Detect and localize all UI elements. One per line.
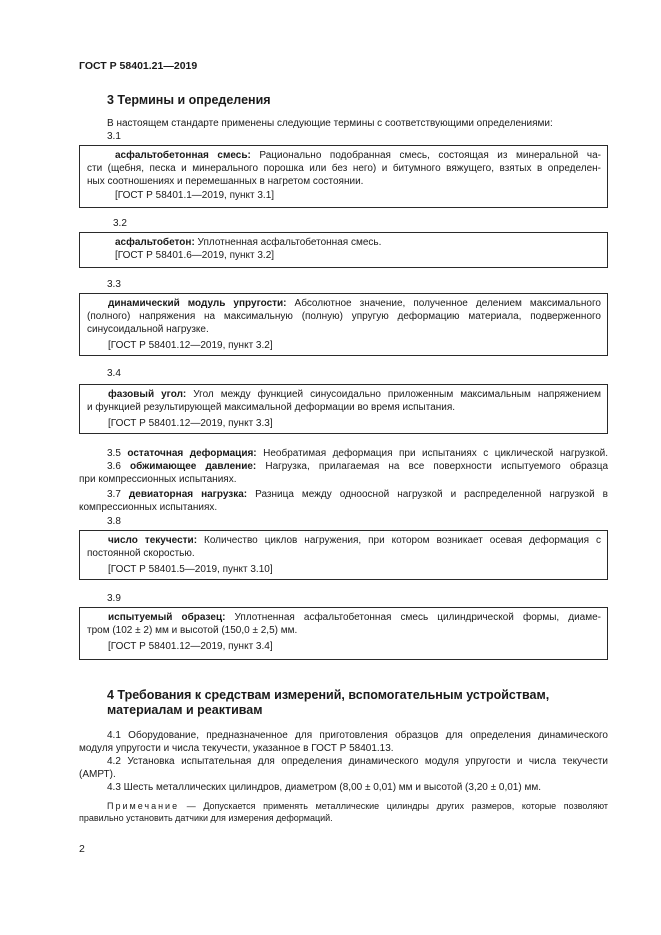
term-definition: сти (щебня, песка и минерального порошка или без него) и битумного вяжущего, взятых в определен-	[87, 163, 601, 174]
term-name: асфальтобетонная смесь:	[115, 150, 251, 161]
term-definition: Уплотненная асфальтобетонная смесь цилиндрической формы, диаме-	[225, 612, 601, 623]
term-definition: Рационально подобранная смесь, состоящая из минеральной ча-	[250, 150, 601, 161]
term-number: 3.8	[107, 516, 121, 527]
term-reference: [ГОСТ Р 58401.12—2019, пункт 3.3]	[108, 418, 273, 429]
note-label: Примечание	[107, 801, 180, 811]
term-definition: Разница между одноосной нагрузкой и распределенной нагрузкой в	[247, 489, 608, 500]
term-definition: Необратимая деформация при испытаниях с циклической нагрузкой.	[256, 448, 609, 459]
section-4-title: материалам и реактивам	[107, 703, 263, 717]
term-number: 3.2	[113, 218, 127, 229]
paragraph-4-2: (АМРТ).	[79, 769, 116, 780]
term-definition: ных соотношениях и перемешанных в нагретом состоянии.	[87, 176, 364, 187]
paragraph-4-1: модуля упругости и числа текучести, указанное в ГОСТ Р 58401.13.	[79, 743, 394, 754]
term-definition: Количество циклов нагружения, при котором возникает осевая деформация с	[197, 535, 601, 546]
term-reference: [ГОСТ Р 58401.12—2019, пункт 3.4]	[108, 641, 273, 652]
term-definition: Уплотненная асфальтобетонная смесь.	[194, 237, 382, 248]
note-text: — Допускается применять металлические цилиндры других размеров, которые позволяют	[179, 801, 608, 811]
term-reference: [ГОСТ Р 58401.6—2019, пункт 3.2]	[115, 250, 275, 261]
term-number: 3.3	[107, 279, 121, 290]
term-box-3-1	[79, 145, 608, 208]
term-reference: [ГОСТ Р 58401.1—2019, пункт 3.1]	[115, 190, 275, 201]
term-definition: синусоидальной нагрузке.	[87, 324, 209, 335]
term-name: динамический модуль упругости:	[108, 298, 287, 309]
section-3-intro: В настоящем стандарте применены следующие термины с соответствующими определениями:	[107, 118, 553, 129]
term-definition: компрессионных испытаниях.	[79, 502, 218, 513]
document-header: ГОСТ Р 58401.21—2019	[79, 60, 198, 72]
paragraph-4-2: 4.2 Установка испытательная для определения динамического модуля упругости и числа текучести	[107, 756, 608, 767]
term-name: число текучести:	[108, 535, 198, 546]
term-reference: [ГОСТ Р 58401.5—2019, пункт 3.10]	[108, 564, 273, 575]
term-box-3-3	[79, 293, 608, 356]
term-name: испытуемый образец:	[108, 612, 226, 623]
term-box-3-4	[79, 384, 608, 434]
term-reference: [ГОСТ Р 58401.12—2019, пункт 3.2]	[108, 340, 273, 351]
term-definition: (полного) напряжения на максимальную (полную) упругую деформацию материала, подверженного	[87, 311, 601, 322]
term-number: 3.1	[107, 131, 121, 142]
term-box-3-9	[79, 607, 608, 660]
term-number: 3.9	[107, 593, 121, 604]
term-3-6: 3.6 обжимающее давление: Нагрузка, прилагаемая на все поверхности испытуемого образца	[107, 461, 609, 472]
term-definition: при компрессионных испытаниях.	[79, 474, 237, 485]
term-number: 3.4	[107, 368, 121, 379]
term-definition: тром (102 ± 2) мм и высотой (150,0 ± 2,5) мм.	[87, 625, 298, 636]
term-box-3-2	[79, 232, 608, 268]
term-name: обжимающее давление:	[130, 461, 257, 472]
section-4-title: 4 Требования к средствам измерений, вспомогательным устройствам,	[107, 688, 550, 702]
term-box-3-8	[79, 530, 608, 580]
term-definition: Угол между функцией синусоидально приложенным максимальным напряжением	[186, 389, 601, 400]
term-3-7: 3.7 девиаторная нагрузка: Разница между одноосной нагрузкой и распределенной нагрузкой в	[107, 489, 608, 500]
term-definition: и функцией результирующей максимальной деформации во время испытания.	[87, 402, 456, 413]
note-text: правильно установить датчики для измерения деформаций.	[79, 813, 333, 823]
page-number: 2	[79, 843, 85, 855]
section-3-title: 3 Термины и определения	[107, 93, 271, 107]
term-definition: постоянной скоростью.	[87, 548, 195, 559]
term-definition: Нагрузка, прилагаемая на все поверхности испытуемого образца	[256, 461, 609, 472]
term-name: остаточная деформация:	[127, 448, 257, 459]
term-name: девиаторная нагрузка:	[128, 489, 248, 500]
term-3-5: 3.5 остаточная деформация: Необратимая деформация при испытаниях с циклической нагрузкой.	[107, 448, 609, 459]
paragraph-4-1: 4.1 Оборудование, предназначенное для приготовления образцов для определения динамического	[107, 730, 608, 741]
note	[107, 800, 608, 812]
term-definition: Абсолютное значение, полученное делением максимального	[286, 298, 601, 309]
paragraph-4-3: 4.3 Шесть металлических цилиндров, диаметром (8,00 ± 0,01) мм и высотой (3,20 ± 0,01) мм.	[107, 782, 541, 793]
term-name: асфальтобетон:	[115, 237, 195, 248]
term-name: фазовый угол:	[108, 389, 187, 400]
